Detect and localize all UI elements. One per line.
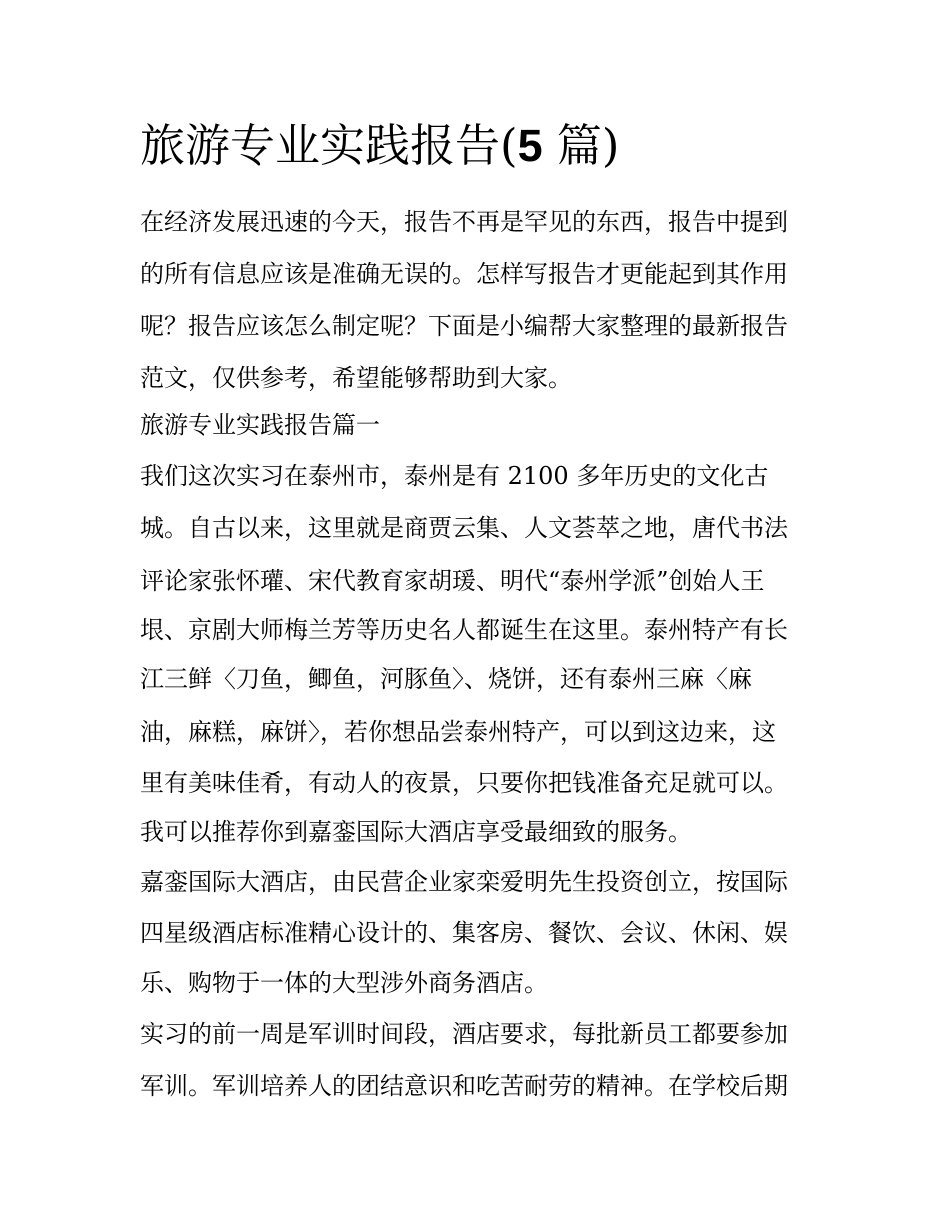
text-line-13: 我可以推荐你到嘉銮国际大酒店享受最细致的服务。 [140,818,692,846]
title-prefix: 旅游专业实践报告( [140,119,518,172]
text-line-2: 的所有信息应该是准确无误的。怎样写报告才更能起到其作用 [140,260,788,288]
text-line-17: 实习的前一周是军训时间段，酒店要求，每批新员工都要参加 [140,1020,788,1048]
title-suffix: 篇) [542,119,620,172]
text-line-3: 呢？报告应该怎么制定呢？下面是小编帮大家整理的最新报告 [140,312,788,340]
text-line-1: 在经济发展迅速的今天，报告不再是罕见的东西，报告中提到 [140,208,788,236]
text-line-8: 评论家张怀瓘、宋代教育家胡瑗、明代“泰州学派”创始人王 [140,567,765,595]
section-heading: 旅游专业实践报告篇一 [140,411,380,439]
title-number: 5 [517,120,543,171]
page-title [140,114,619,178]
text-line-7: 城。自古以来，这里就是商贾云集、人文荟萃之地，唐代书法 [140,514,788,542]
text-line-15: 四星级酒店标准精心设计的、集客房、餐饮、会议、休闲、娱 [140,919,788,947]
text-line-6: 我们这次实习在泰州市，泰州是有 2100 多年历史的文化古 [140,462,769,490]
text-line-18: 军训。军训培养人的团结意识和吃苦耐劳的精神。在学校后期 [140,1072,788,1100]
text-line-11: 油，麻糕，麻饼〉，若你想品尝泰州特产，可以到这边来，这 [140,718,776,746]
text-line-9: 垠、京剧大师梅兰芳等历史名人都诞生在这里。泰州特产有长 [140,616,788,644]
text-line-14: 嘉銮国际大酒店，由民营企业家栾爱明先生投资创立，按国际 [140,868,788,896]
text-line-12: 里有美味佳肴，有动人的夜景，只要你把钱准备充足就可以。 [140,769,788,797]
text-line-10: 江三鲜〈刀鱼，鲫鱼，河豚鱼〉、烧饼，还有泰州三麻〈麻 [140,665,752,693]
text-line-16: 乐、购物于一体的大型涉外商务酒店。 [140,969,548,997]
text-line-4: 范文，仅供参考，希望能够帮助到大家。 [140,364,572,392]
